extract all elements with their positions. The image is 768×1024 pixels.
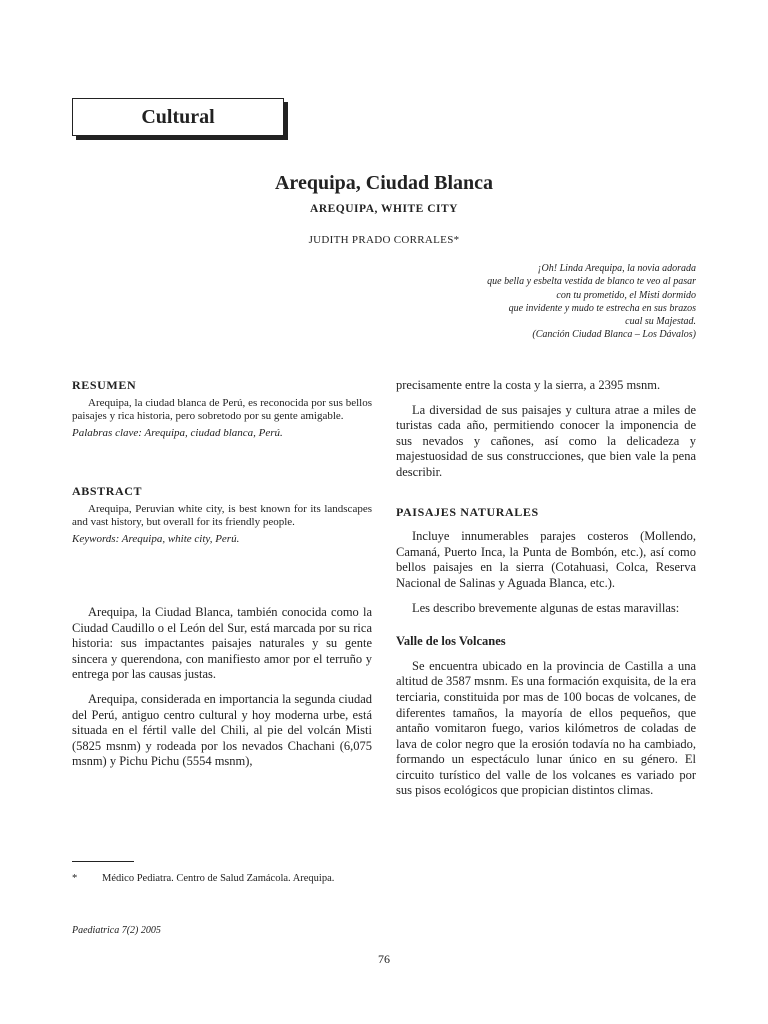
epigraph-source: (Canción Ciudad Blanca – Los Dávalos) xyxy=(532,329,696,341)
footnote-divider xyxy=(72,861,134,862)
abstract-section xyxy=(72,484,372,546)
left-paragraph: Arequipa, considerada en importancia la segunda ciudad del Perú, antiguo centro cultural y hoy moderna urbe, está situada en el fértil valle del Chili, al pie del volcán Misti (5825 msnm) y rodeada por los nevados Chachani (6,075 msnm) y Pichu Pichu (5554 msnm), xyxy=(72,691,372,769)
article-subtitle: AREQUIPA, WHITE CITY xyxy=(310,203,458,215)
left-body xyxy=(72,605,372,770)
abstract-keywords: Keywords: Arequipa, white city, Perú. xyxy=(72,533,240,546)
subheading-valle: Valle de los Volcanes xyxy=(396,634,506,649)
right-body xyxy=(396,378,696,799)
epigraph-line: que bella y esbelta vestida de blanco te veo al pasar xyxy=(487,276,696,288)
footnote-text: Médico Pediatra. Centro de Salud Zamácola. Arequipa. xyxy=(102,873,335,884)
section-label-box xyxy=(72,98,284,136)
resumen-section xyxy=(72,378,372,440)
right-paragraph: Incluye innumerables parajes costeros (Mollendo, Camaná, Puerto Inca, la Punta de Bombón, etc.), así como bellos paisajes en la sierra (Cotahuasi, Colca, Reserva Nacional de Salinas y Aguada Blanca, etc.). xyxy=(396,529,696,590)
footnote xyxy=(72,871,372,886)
epigraph xyxy=(376,262,696,342)
abstract-text: Arequipa, Peruvian white city, is best known for its landscapes and vast history, but overall for its friendly people. xyxy=(72,503,372,528)
abstract-heading: ABSTRACT xyxy=(72,484,143,498)
left-paragraph: Arequipa, la Ciudad Blanca, también conocida como la Ciudad Caudillo o el León del Sur, está marcada por su rica historia: sus impactantes paisajes naturales y su gente sincera y querendona, con manifiesto amor por el terruño y entrega por las causas justas. xyxy=(72,605,372,682)
section-heading-paisajes: PAISAJES NATURALES xyxy=(396,504,539,519)
epigraph-line: con tu prometido, el Misti dormido xyxy=(556,289,696,301)
right-paragraph: La diversidad de sus paisajes y cultura atrae a miles de turistas cada año, permitiendo conocer la imponencia de sus nevados y cañones, así como la delicadeza y majestuosidad de sus construcciones, que bien vale la pena describir. xyxy=(396,402,696,479)
resumen-heading: RESUMEN xyxy=(72,378,137,392)
right-paragraph: Les describo brevemente algunas de estas maravillas: xyxy=(412,600,680,615)
footnote-mark: * xyxy=(72,873,78,884)
right-paragraph: Se encuentra ubicado en la provincia de Castilla a una altitud de 3587 msnm. Es una formación exquisita, de la era terciaria, constituida por mas de 100 bocas de volcanes, de diferentes tamaños, la mayoría de ellos pequeños, que antaño vomitaron fuego, varios kilómetros de coladas de lava de color negro que la erosión todavía no ha cambiado, formando un espectáculo lunar único en su género. El circuito turístico del valle de los volcanes es variado por sus pisos ecológicos que propician distintos climas. xyxy=(396,658,696,798)
epigraph-line: que invidente y mudo te estrecha en sus brazos xyxy=(508,302,696,314)
page-number: 76 xyxy=(378,952,390,966)
article-author: JUDITH PRADO CORRALES* xyxy=(308,234,460,246)
resumen-keywords: Palabras clave: Arequipa, ciudad blanca, Perú. xyxy=(72,427,283,440)
epigraph-line: cual su Majestad. xyxy=(625,316,696,328)
resumen-text: Arequipa, la ciudad blanca de Perú, es reconocida por sus bellos paisajes y rica historia, pero sobretodo por su gente amigable. xyxy=(72,397,372,422)
article-title: Arequipa, Ciudad Blanca xyxy=(274,172,494,194)
journal-citation: Paediatrica 7(2) 2005 xyxy=(72,925,161,936)
right-paragraph: precisamente entre la costa y la sierra, a 2395 msnm. xyxy=(396,378,661,392)
section-label: Cultural xyxy=(141,105,215,128)
epigraph-line: ¡Oh! Linda Arequipa, la novia adorada xyxy=(537,263,696,274)
